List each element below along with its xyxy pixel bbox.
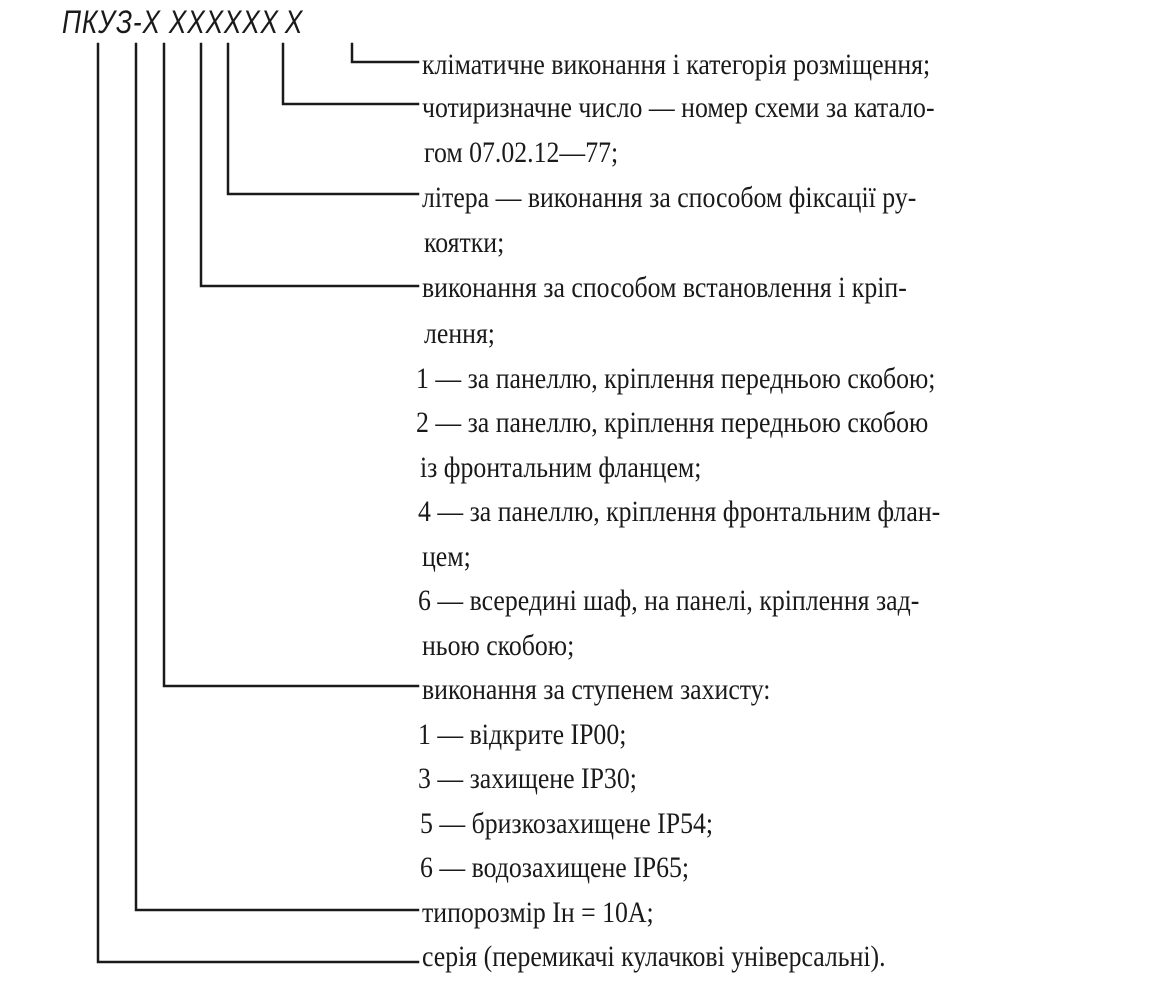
line-protection-option-5: 5 — бризкозахищене IP54; [420, 807, 714, 840]
leader-size [136, 44, 418, 910]
line-mounting-option-2-cont: із фронтальним фланцем; [420, 451, 702, 484]
position-x-8: Х [284, 4, 304, 40]
leader-scheme-number [283, 44, 418, 104]
line-mounting-option-2: 2 — за панеллю, кріплення передньою скобою [416, 406, 929, 439]
line-scheme-number-cont: гом 07.02.12—77; [424, 136, 619, 169]
line-mounting-option-4: 4 — за панеллю, кріплення фронтальним флан- [418, 495, 941, 528]
line-protection-option-1: 1 — відкрите IP00; [418, 718, 627, 751]
position-x-7: Х [260, 4, 279, 40]
line-protection-option-6: 6 — водозахищене IP65; [420, 851, 690, 884]
leader-series [98, 44, 418, 962]
leader-handle-fixation [228, 44, 418, 194]
line-mounting-option-6-cont: ньою скобою; [422, 629, 575, 662]
line-climatic: кліматичне виконання і категорія розміщення; [422, 48, 931, 81]
line-size: типорозмір Iн = 10А; [422, 896, 654, 929]
position-x-2: Х [168, 4, 188, 40]
line-mounting-option-4-cont: цем; [422, 540, 471, 573]
position-x-3: Х [187, 4, 206, 40]
line-handle-fixation-cont: коятки; [424, 226, 505, 259]
position-x-5: Х [223, 4, 243, 40]
leader-climatic [352, 44, 418, 62]
line-handle-fixation: літера — виконання за способом фіксації ру- [422, 181, 917, 214]
line-protection: виконання за ступенем захисту: [422, 673, 771, 706]
position-x-1: Х [142, 4, 161, 40]
line-protection-option-3: 3 — захищене IP30; [418, 762, 637, 795]
line-mounting-option-1: 1 — за панеллю, кріплення передньою скобою; [416, 362, 936, 395]
leader-mounting [201, 44, 418, 286]
line-scheme-number: чотиризначне число — номер схеми за катало- [422, 91, 935, 124]
line-series: серія (перемикачі кулачкові універсальні). [422, 940, 886, 973]
designation-prefix: ПКУЗ- [62, 4, 143, 40]
line-mounting-option-6: 6 — всередині шаф, на панелі, кріплення зад- [418, 584, 920, 617]
line-mounting-cont: лення; [424, 317, 495, 350]
position-x-4: Х [205, 4, 224, 40]
line-mounting: виконання за способом встановлення і кріп- [422, 271, 907, 304]
position-x-6: Х [242, 4, 261, 40]
